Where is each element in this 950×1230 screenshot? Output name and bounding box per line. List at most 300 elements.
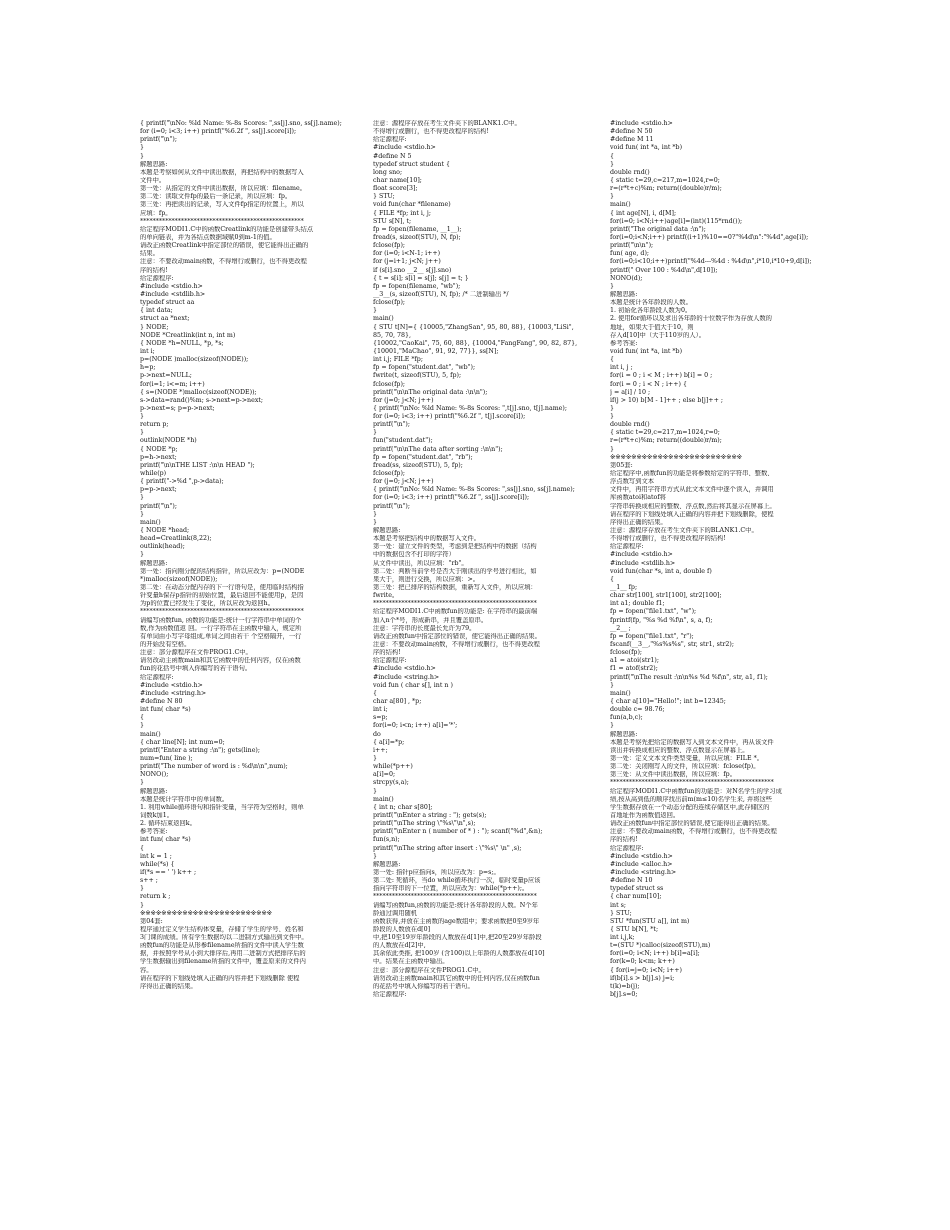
text-line: 请在程序的下划线处填入正确的内容并把下划线删除，使程	[610, 510, 774, 518]
text-line: 给定源程序:	[373, 657, 407, 665]
text-line: }	[140, 152, 145, 160]
text-line: for (j=i+1; j<N; j++)	[373, 258, 441, 266]
text-line: }	[373, 510, 378, 518]
text-line: 解题思路:	[610, 730, 638, 738]
text-line: } NODE;	[140, 323, 169, 331]
text-line: 第一处：指向刚分配的结构指针，所以应改为：p=(NODE	[140, 567, 305, 575]
text-line: do	[373, 730, 381, 738]
text-line: printf("\n\nThe data after sorting :\n\n");	[373, 445, 503, 453]
text-line: int i;	[140, 347, 155, 355]
text-line: #define N 80	[140, 697, 183, 705]
text-line: { NODE *head;	[140, 527, 190, 535]
text-line: 程序通过定义学生结构体变量，存储了学生的学号、姓名和	[140, 925, 304, 933]
text-line: ****************************************************	[610, 779, 774, 787]
text-line: __3__(s, sizeof(STU), N, fp); /* 二进制输出 */	[373, 290, 509, 298]
text-line: typedef struct aa	[140, 299, 195, 307]
text-line: t(k)=b(j);	[610, 982, 640, 990]
text-line: 注意：部分源程序在文件PROG1.C中。	[373, 966, 485, 974]
text-line: 给定源程序:	[140, 274, 174, 282]
text-line: 的单向链表，并为各结点数据域赋0到m-1的值。	[140, 233, 276, 241]
text-line: 中的数据包含不打印的字符）	[373, 551, 455, 559]
text-line: 容。	[140, 966, 153, 974]
text-line: { static t=29,c=217,m=1024,r=0;	[610, 176, 720, 184]
text-line: 2. 循环结束返回k。	[140, 820, 196, 828]
text-line: for(i=0; i<N; i++) b[i]=a[i];	[610, 950, 700, 958]
text-line: 不得增行或删行，也不得更改程序的结构!	[373, 128, 489, 136]
text-line: 85, 70, 78},	[373, 331, 412, 339]
text-line: i++;	[373, 746, 388, 754]
text-line: STU *fun(STU a[], int m)	[610, 917, 690, 925]
text-line: printf("\nEnter n ( number of * ) : "); scanf("%d",&n);	[373, 828, 543, 836]
text-line: p=(NODE )malloc(sizeof(NODE));	[140, 356, 249, 364]
text-line: }	[140, 885, 145, 893]
text-line: { printf("\nNo: %ld Name: %-8s Scores: ",ss[j].sno, ss[j].name);	[140, 120, 342, 127]
text-line: }	[610, 282, 615, 290]
text-line: {	[373, 689, 378, 697]
text-line: void fun(char *s, int a, double f)	[610, 567, 712, 575]
text-line: 为p的位置已经发生了变化，所以应改为返回h。	[140, 600, 275, 608]
text-line: #include <stdio.h>	[373, 144, 436, 152]
text-line: char name[10];	[373, 176, 422, 184]
text-line: 本题是统计各年龄段的人数。	[610, 299, 692, 307]
text-line: fread(ss, sizeof(STU), 5, fp);	[373, 461, 463, 469]
text-line: h=p;	[140, 364, 156, 372]
text-line: { int n; char s[80];	[373, 803, 433, 811]
text-line: int i,j,k;	[610, 934, 635, 942]
text-line: { static t=29,c=217,m=1024,r=0;	[610, 429, 720, 437]
text-line: fp = fopen("file1.txt", "r");	[610, 632, 694, 640]
text-line: }	[610, 160, 615, 168]
text-line: 龄段的人数放在d[0]	[373, 925, 431, 933]
text-line: fread(s, sizeof(STU), N, fp);	[373, 233, 461, 241]
text-line: #include <stdio.h>	[610, 551, 673, 559]
text-column-3	[610, 120, 838, 999]
text-line: }	[140, 722, 145, 730]
text-line: while(*p++)	[373, 763, 413, 771]
text-line: for(k=0; k<m; k++)	[610, 958, 675, 966]
text-column-1	[140, 120, 368, 991]
text-line: printf("\nThe string \"%s\"\n",s);	[373, 820, 476, 828]
text-line: 不得增行或删行，也不得更改程序的结构!	[610, 535, 726, 543]
text-line: 序的结构!	[373, 649, 401, 657]
text-line: 函数fun的功能是从形参filename所指的文件中读入学生数	[140, 942, 304, 950]
text-line: #include <alloc.h>	[610, 860, 673, 868]
text-line: typedef struct student {	[373, 160, 450, 168]
text-line: 1. 利用while循环语句和指针变量，当字符为空格时，则单	[140, 803, 304, 811]
text-line: 第二处：判断当前学号是否大于刚读出的学号进行相比，如	[373, 567, 537, 575]
text-line: 给定源程序:	[140, 673, 174, 681]
text-line: { STU t[N]={ {10005,"ZhangSan", 95, 80, 88}, {10003,"LiSi",	[373, 323, 574, 331]
text-line: 函数获得,并放在主函数的age数组中；要求函数把0至9岁年	[373, 917, 540, 925]
text-line: p=p->next;	[140, 486, 177, 494]
text-line: { FILE *fp; int i, j;	[373, 209, 431, 217]
text-line: 注意：源程序存放在考生文件夹下的BLANK1.C中。	[610, 527, 758, 535]
text-line: { s=(NODE *)malloc(sizeof(NODE));	[140, 388, 257, 396]
text-line: 本题是考察先把给定的数据写入到文本文件中，再从该文件	[610, 738, 774, 746]
text-line: { NODE *p;	[140, 445, 178, 453]
text-line: ****************************************************	[373, 893, 537, 901]
text-line: { t = s[i]; s[i] = s[j]; s[j] = t; }	[373, 274, 469, 282]
text-line: 本题是考察如何从文件中读出数据，再把结构中的数据写入	[140, 168, 304, 176]
text-line: fun( age, d);	[610, 250, 650, 258]
text-line: #include <string.h>	[610, 868, 677, 876]
text-line: b[j].s=0;	[610, 991, 638, 999]
text-line: fclose(fp);	[373, 380, 406, 388]
text-line: 本题是统计字符串中的单词数。	[140, 795, 229, 803]
text-line: }	[610, 413, 615, 421]
text-line: #include <stdio.h>	[140, 282, 203, 290]
text-line: fclose(fp);	[610, 649, 643, 657]
text-line: ※※※※※※※※※※※※※※※※※※※※※※※※※	[610, 453, 742, 461]
text-line: 解题思路:	[373, 527, 401, 535]
text-line: }	[610, 722, 615, 730]
text-line: 给定程序MODI1.C中函数fun的功能是: 在字符串的最前端	[373, 608, 538, 616]
text-line: 注意：部分源程序在文件PROG1.C中。	[140, 649, 252, 657]
text-line: for(i=1; i<=m; i++)	[140, 380, 205, 388]
text-line: for (i=0; i<3; i++) printf("%6.2f ", ss[j].score[i]);	[140, 128, 297, 136]
text-line: printf("\nThe result :\n\n%s %d %f\n", str, a1, f1);	[610, 673, 768, 681]
text-line: 给定源程序:	[610, 543, 644, 551]
text-line: 第一处：从指定的文件中读出数据，所以应填：filename。	[140, 185, 306, 193]
text-line: printf("\n\n");	[610, 242, 654, 250]
text-line: 请勿改动主函数main和其它函数中的任何内容,仅在函数fun	[373, 974, 540, 982]
text-line: 浮点数写到文本	[610, 478, 655, 486]
text-line: 给定源程序:	[610, 844, 644, 852]
text-line: a1 = atoi(str1);	[610, 657, 659, 665]
text-line: 请编写函数fun,函数的功能是:统计各年龄段的人数。N个年	[373, 901, 538, 909]
text-line: 的花括号中填入你编写的若干语句。	[373, 982, 474, 990]
text-line: strcpy(s,a);	[373, 779, 409, 787]
text-line: 序的结构!	[140, 266, 168, 274]
text-line: 第三处：再把读出的记录，写入文件fp指定的位置上，所以	[140, 201, 304, 209]
text-line: s++ ;	[140, 877, 158, 885]
text-line: 果大于，则进行交换，所以应填：>。	[373, 575, 480, 583]
text-line: 中,把10至19岁年龄段的人数放在d[1]中,把20至29岁年龄段	[373, 934, 542, 942]
text-line: for(i = 0 ; i < M ; i++) b[i] = 0 ;	[610, 372, 713, 380]
text-line: for (i=0; i<N-1; i++)	[373, 250, 441, 258]
text-line: fun的花括号中填入你编写的若干语句。	[140, 665, 252, 673]
text-line: { printf("\nNo: %ld Name: %-8s Scores: ",ss[j].sno, ss[j].name);	[373, 486, 575, 494]
text-line: printf("The original data :\n");	[610, 225, 706, 233]
text-line: 参考答案:	[140, 828, 168, 836]
text-line: 指向字符串的下一位置，所以应改为：while(*p++);。	[373, 885, 529, 893]
text-line: main()	[610, 689, 631, 697]
text-line: 本题是考察把结构中的数据写入文件。	[373, 535, 481, 543]
text-line: { char a[10]="Hello!"; int b=12345;	[610, 697, 726, 705]
text-line: 第05套:	[610, 461, 633, 469]
text-line: 词数k加1。	[140, 811, 174, 819]
text-line: while(*s) {	[140, 860, 175, 868]
text-line: __2__ ;	[610, 624, 631, 632]
text-line: double rnd()	[610, 168, 650, 176]
text-line: printf("\nEnter a string : "); gets(s);	[373, 811, 487, 819]
text-line: 第二处：读取文件fp的最后一条记录，所以应填：fp。	[140, 193, 292, 201]
text-line: typedef struct ss	[610, 885, 664, 893]
text-line: fp = fopen("student.dat", "rb");	[373, 453, 473, 461]
text-line: { char num[10];	[610, 893, 662, 901]
text-line: 数,作为函数值返 回。一行字符串在主函数中输入，规定所	[140, 624, 302, 632]
text-line: { char line[N]; int num=0;	[140, 738, 225, 746]
text-line: {10001,"MaChao", 91, 92, 77}}, ss[N];	[373, 347, 499, 355]
text-line: }	[140, 901, 145, 909]
text-line: #include <stdio.h>	[610, 852, 673, 860]
text-line: #include <string.h>	[373, 673, 440, 681]
text-line: }	[373, 787, 378, 795]
text-line: fwrite。	[373, 592, 399, 600]
text-line: 第04套:	[140, 917, 163, 925]
text-line: p=h->next;	[140, 453, 177, 461]
text-line: ****************************************************	[140, 608, 304, 616]
text-line: for(i=0; i<n; i++) a[i]='*';	[373, 722, 458, 730]
text-line: 地址，如果大于值大于10，则	[610, 323, 694, 331]
text-line: 解题思路:	[610, 290, 638, 298]
text-line: #include <stdlib.h>	[610, 559, 676, 567]
text-line: f1 = atof(str2);	[610, 665, 658, 673]
text-line: int i,j; FILE *fp;	[373, 356, 423, 364]
text-line: 第一处：建立文件的类型，考虑到是把结构中的数据（结构	[373, 543, 537, 551]
text-line: fun(s,n);	[373, 836, 400, 844]
text-line: printf("\nThe string after insert : \"%s\" \n" ,s);	[373, 844, 522, 852]
text-line: 加入n个*号，形成新串，并且覆盖原串。	[373, 616, 488, 624]
text-line: void fun(char *filename)	[373, 201, 451, 209]
text-line: fprintf(fp, "%s %d %f\n", s, a, f);	[610, 616, 713, 624]
text-line: j = a[i] / 10 ;	[610, 388, 651, 396]
text-line: int i, j ;	[610, 364, 633, 372]
text-line: 第一处：定义文本文件类型变量，所以应填：FILE *。	[610, 754, 764, 762]
text-line: printf("The number of word is : %d\n\n",num);	[140, 763, 288, 771]
text-line: head=Creatlink(8,22);	[140, 535, 212, 543]
text-line: { int data;	[140, 307, 173, 315]
text-line: 解题思路:	[373, 860, 401, 868]
text-line: }	[140, 413, 145, 421]
text-line: }	[140, 779, 145, 787]
text-line: 解题思路:	[140, 787, 168, 795]
text-line: for(i = 0 ; i < N ; i++) {	[610, 380, 687, 388]
text-line: while(p)	[140, 470, 167, 478]
text-line: }	[140, 494, 145, 502]
text-line: }	[610, 681, 615, 689]
text-line: 3门课的成绩。所有学生数据均以二进制方式输出到文件中。	[140, 934, 308, 942]
text-line: main()	[610, 201, 631, 209]
text-line: STU s[N], t;	[373, 217, 412, 225]
text-line: ****************************************************	[373, 600, 537, 608]
text-line: void fun( int *a, int *b)	[610, 347, 683, 355]
text-line: 绩,按从高到低的顺序找出前m(m≤10)名学生来, 并将这些	[610, 795, 773, 803]
text-line: 中。结果在主函数中输出。	[373, 958, 449, 966]
text-line: fp = fopen(filename, "wb");	[373, 282, 461, 290]
text-line: if(b[i].s > b[j].s) j=i;	[610, 974, 675, 982]
text-line: 请改正函数fun中指定部位的错误，使它能得出正确的结果。	[373, 632, 541, 640]
text-line: { printf("\nNo: %ld Name: %-8s Scores: ",t[j].sno, t[j].name);	[373, 404, 567, 412]
text-line: double rnd()	[610, 421, 650, 429]
text-line: ※※※※※※※※※※※※※※※※※※※※※※※※※	[140, 909, 272, 917]
text-line: }	[610, 445, 615, 453]
text-line: 注意：不要改动main函数，不得增行或删行，也不得更改程	[140, 258, 307, 266]
text-line: printf("\n");	[140, 502, 177, 510]
text-line: ****************************************************	[140, 217, 304, 225]
text-line: fclose(fp);	[373, 242, 406, 250]
text-line: 给定程序MODI1.C中的函数Creatlink的功能是创建带头结点	[140, 225, 314, 233]
text-line: {	[140, 714, 145, 722]
text-line: 读出并转换成相应的整数、浮点数显示在屏幕上。	[610, 746, 749, 754]
text-line: NONO(d);	[610, 274, 643, 282]
text-line: 字符串转换成相应的整数、浮点数,然后将其显示在屏幕上。	[610, 502, 776, 510]
text-line: }	[610, 404, 615, 412]
text-column-2	[373, 120, 601, 999]
text-line: NODE *Creatlink(int n, int m)	[140, 331, 236, 339]
text-line: int fun( char *s)	[140, 836, 191, 844]
text-line: 第一处: 指针p应指向s，所以应改为：p=s;。	[373, 868, 500, 876]
text-line: s->data=rand()%m; s->next=p->next;	[140, 396, 264, 404]
text-line: } STU;	[373, 193, 395, 201]
text-line: void fun( int *a, int *b)	[610, 144, 683, 152]
text-line: 其余依此类推, 把100岁 (含100)以上年龄的人数都放在d[10]	[373, 950, 545, 958]
text-line: return p;	[140, 421, 169, 429]
text-line: int k = 1 ;	[140, 852, 172, 860]
text-line: 首地址作为函数值返回。	[610, 811, 680, 819]
text-line: main()	[140, 518, 161, 526]
text-line: 序的结构!	[610, 836, 638, 844]
text-line: fscanf(__3__,"%s%s%s", str, str1, str2);	[610, 641, 734, 648]
text-line: { a[i]=*p;	[373, 738, 405, 746]
text-line: fclose(fp);	[373, 299, 406, 307]
text-line: 给定程序中,函数fun的功能是将参数给定的字符串、整数、	[610, 470, 774, 478]
text-line: #define N 10	[610, 877, 653, 885]
text-line: for(i=0;i<10;i++)printf("%4d---%4d : %4d\n",i*10,i*10+9,d[i]);	[610, 258, 812, 266]
text-line: 应填：fp。	[140, 209, 172, 217]
text-line: printf("\n");	[373, 502, 410, 510]
text-line: 学生数据存放在一个动态分配的连续存储区中,此存储区的	[610, 803, 770, 811]
text-line: 注意：不要改动main函数，不得增行或删行，也不得更改程	[610, 828, 777, 836]
text-line: }	[140, 429, 145, 437]
text-line: 针变量h保存p指针的初始位置，最后返回不能使用p，是因	[140, 592, 304, 600]
text-line: 的开始没有空格。	[140, 641, 191, 648]
text-line: fp = fopen(filename, __1__);	[373, 225, 462, 233]
text-line: outlink(head);	[140, 543, 185, 551]
text-line: { NODE *h=NULL, *p, *s;	[140, 339, 224, 347]
text-line: #include <stdlib.h>	[140, 290, 206, 298]
text-line: 第二处: 死循环，当do while循环执行一次，临时变量p应该	[373, 877, 541, 885]
text-line: int i;	[373, 706, 388, 714]
text-line: fun(a,b,c);	[610, 714, 643, 722]
text-line: 第三处：从文件中读出数据，所以应填：fp。	[610, 771, 737, 779]
text-line: for (i=0; i<3; i++) printf("%6.2f ", ss[j].score[i]);	[373, 494, 530, 502]
text-line: long sno;	[373, 168, 403, 176]
text-line: 解题思路:	[140, 559, 168, 567]
text-line: }	[373, 518, 378, 526]
text-line: 结果。	[140, 250, 159, 258]
text-line: } STU;	[610, 909, 632, 917]
text-line: 存入d[10]中（大于110岁的人）。	[610, 331, 706, 339]
text-line: main()	[373, 315, 394, 323]
text-line: fun("student.dat");	[373, 437, 433, 445]
text-line: printf("\n");	[373, 421, 410, 429]
text-line: num=fun( line );	[140, 754, 193, 762]
text-line: #include <string.h>	[140, 689, 207, 697]
text-line: 据，并按照学号从小到大排序后,再用二进制方式把排序后的	[140, 950, 306, 958]
text-line: 请在程序的下划线处填入正确的内容并把下划线删除 使程	[140, 974, 300, 982]
text-line: 第二处：关闭刚写入的文件，所以应填：fclose(fp)。	[610, 763, 760, 771]
text-line: for(i=0; i<N;i++)age[i]=(int)(115*rnd());	[610, 217, 743, 225]
text-line: 文件中，再用字符串方式从此文本文件中逐个读入，并调用	[610, 486, 774, 494]
text-line: if(*s == ' ') k++ ;	[140, 868, 197, 876]
text-line: char a[80] , *p;	[373, 697, 422, 705]
text-line: s=p;	[373, 714, 388, 722]
text-line: char str[100], str1[100], str2[100];	[610, 592, 722, 600]
text-line: return k ;	[140, 893, 171, 901]
text-line: 第三处：把已排序的结构数据，重新写入文件，所以应填：	[373, 584, 537, 592]
text-line: 2. 使用for循环以及求出各年龄的十位数字作为存放人数的	[610, 315, 772, 323]
text-line: printf("\n");	[140, 136, 177, 144]
text-line: int s;	[610, 901, 626, 909]
text-line: 学生数据输出到filename所指的文件中，覆盖原来的文件内	[140, 958, 306, 966]
text-line: 参考答案:	[610, 339, 638, 347]
text-line: 给定程序MODI1.C中函数fun的功能是：对N名学生的学习成	[610, 787, 782, 795]
text-line: #define N 5	[373, 152, 412, 160]
text-line: 从文件中读出，所以应填："rb"。	[373, 559, 468, 567]
text-line: 文件中。	[140, 176, 166, 184]
text-line: {	[610, 356, 615, 364]
text-line: }	[373, 754, 378, 762]
text-line: 请改正函数Creatlink中指定部位的错误，使它能得出正确的	[140, 242, 309, 250]
text-line: outlink(NODE *h)	[140, 437, 197, 445]
text-line: 库函数atoi和atof将	[610, 494, 666, 502]
text-line: NONO();	[140, 771, 169, 779]
text-line: 有单词由小写字母组成,单词之间由若干 个空格隔开，一行	[140, 632, 302, 640]
text-line: }	[140, 551, 145, 559]
text-line: 1. 初始化各年龄段人数为0。	[610, 307, 692, 315]
text-line: double c= 98.76;	[610, 706, 665, 714]
text-line: 注意：字符串的长度最长允许为79。	[373, 624, 476, 632]
text-line: { int age[N], i, d[M];	[610, 209, 677, 217]
text-line: #include <stdio.h>	[140, 681, 203, 689]
text-line: for (j=0; j<N; j++)	[373, 396, 434, 404]
text-line: 给定源程序:	[373, 136, 407, 144]
text-line: 龄通过调用随机	[373, 909, 418, 917]
text-line: 注意：不要改动main函数，不得增行或删行，也不得更改程	[373, 641, 540, 648]
text-line: #define M 11	[610, 136, 654, 144]
text-line: 解题思路:	[140, 160, 168, 168]
text-line: __1__ fp;	[610, 584, 638, 592]
text-line: printf("\n\nTHE LIST :\n\n HEAD ");	[140, 461, 255, 469]
text-line: {	[140, 844, 145, 852]
text-line: 序得出正确的结果。	[140, 982, 197, 990]
text-line: fp = fopen("file1.txt", "w");	[610, 608, 697, 616]
text-line: #include <stdio.h>	[373, 665, 436, 673]
text-line: p->next=NULL;	[140, 372, 192, 380]
text-line: r=(r*t+c)%m; return((double)r/m);	[610, 437, 722, 445]
text-line: int a1; double f1;	[610, 600, 665, 608]
text-line: void fun ( char s[], int n )	[373, 681, 453, 689]
text-line: printf(" Over 100 : %4d\n",d[10]);	[610, 266, 718, 274]
text-line: {10002,"CaoKai", 75, 60, 88}, {10004,"FangFang", 90, 82, 87},	[373, 339, 578, 347]
text-line: if(j > 10) b[M - 1]++ ; else b[j]++ ;	[610, 396, 723, 404]
text-line: { for(i=j=0; i<N; i++)	[610, 966, 682, 974]
text-line: main()	[373, 795, 394, 803]
text-line: 给定源程序:	[373, 991, 407, 999]
text-line: fclose(fp);	[373, 470, 406, 478]
text-line: int fun( char *s)	[140, 706, 191, 714]
text-line: struct aa *next;	[140, 315, 190, 323]
text-line: printf("Enter a string :\n"); gets(line);	[140, 746, 261, 754]
text-line: printf("\n\nThe original data :\n\n");	[373, 388, 488, 396]
text-line: float score[3];	[373, 185, 418, 193]
text-line: fp = fopen("student.dat", "wb");	[373, 364, 476, 372]
text-line: 第二处：在动态分配内存的下一行语句是，使用临时结构指	[140, 584, 304, 592]
text-line: #include <stdio.h>	[610, 120, 673, 127]
text-line: }	[373, 307, 378, 315]
text-line: #define N 50	[610, 128, 653, 136]
